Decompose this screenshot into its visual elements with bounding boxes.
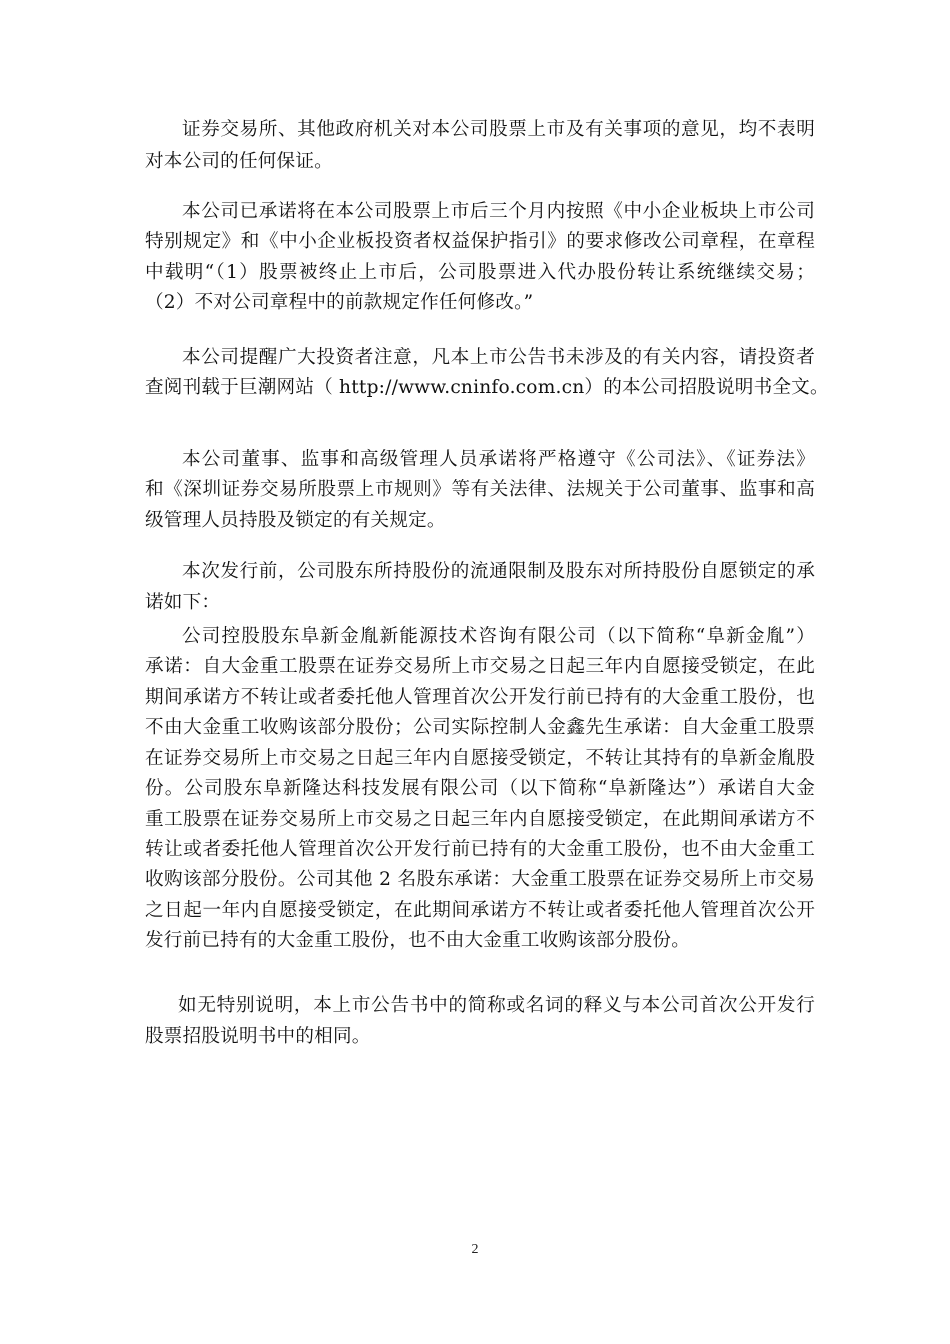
paragraph-line: 之日起一年内自愿接受锁定，在此期间承诺方不转让或者委托他人管理首次公开 (145, 900, 815, 921)
paragraph-line: （2）不对公司章程中的前款规定作任何修改。” (145, 292, 534, 313)
paragraph-line-with-link: 查阅刊载于巨潮网站（ http://www.cninfo.com.cn）的本公司招股说明书全文。 (145, 377, 829, 398)
paragraph-line: 特别规定》和《中小企业板投资者权益保护指引》的要求修改公司章程，在章程 (145, 231, 815, 252)
paragraph-line: 股票招股说明书中的相同。 (145, 1026, 371, 1047)
paragraph-line: 收购该部分股份。公司其他 2 名股东承诺：大金重工股票在证券交易所上市交易 (145, 869, 815, 890)
paragraph-line: 份。公司股东阜新隆达科技发展有限公司（以下简称“阜新隆达”）承诺自大金 (145, 778, 815, 799)
paragraph-line: 如无特别说明，本上市公告书中的简称或名词的释义与本公司首次公开发行 (178, 995, 815, 1016)
paragraph-line: 期间承诺方不转让或者委托他人管理首次公开发行前已持有的大金重工股份，也 (145, 687, 815, 708)
paragraph-line: 本公司提醒广大投资者注意，凡本上市公告书未涉及的有关内容，请投资者 (182, 347, 815, 368)
paragraph-line: 级管理人员持股及锁定的有关规定。 (145, 510, 446, 531)
paragraph-line: 中载明“（1）股票被终止上市后，公司股票进入代办股份转让系统继续交易； (145, 262, 815, 283)
paragraph-line: 本公司董事、监事和高级管理人员承诺将严格遵守《公司法》、《证券法》 (182, 449, 815, 470)
paragraph-line: 本次发行前，公司股东所持股份的流通限制及股东对所持股份自愿锁定的承 (182, 561, 815, 582)
page-number: 2 (471, 1242, 479, 1257)
paragraph-line: 不由大金重工收购该部分股份；公司实际控制人金鑫先生承诺：自大金重工股票 (145, 717, 815, 738)
paragraph-line: 和《深圳证券交易所股票上市规则》等有关法律、法规关于公司董事、监事和高 (145, 479, 815, 500)
paragraph-line: 承诺：自大金重工股票在证券交易所上市交易之日起三年内自愿接受锁定，在此 (145, 656, 815, 677)
paragraph-line: 转让或者委托他人管理首次公开发行前已持有的大金重工股份，也不由大金重工 (145, 839, 815, 860)
paragraph-line: 在证券交易所上市交易之日起三年内自愿接受锁定，不转让其持有的阜新金胤股 (145, 748, 815, 769)
paragraph-line: 公司控股股东阜新金胤新能源技术咨询有限公司（以下简称“阜新金胤”） (182, 626, 815, 647)
paragraph-line: 证券交易所、其他政府机关对本公司股票上市及有关事项的意见，均不表明 (182, 119, 815, 140)
paragraph-line: 重工股票在证券交易所上市交易之日起三年内自愿接受锁定，在此期间承诺方不 (145, 809, 815, 830)
paragraph-line: 诺如下： (145, 592, 221, 613)
paragraph-line: 发行前已持有的大金重工股份，也不由大金重工收购该部分股份。 (145, 930, 691, 951)
paragraph-line: 对本公司的任何保证。 (145, 151, 333, 172)
paragraph-line: 本公司已承诺将在本公司股票上市后三个月内按照《中小企业板块上市公司 (182, 201, 815, 222)
